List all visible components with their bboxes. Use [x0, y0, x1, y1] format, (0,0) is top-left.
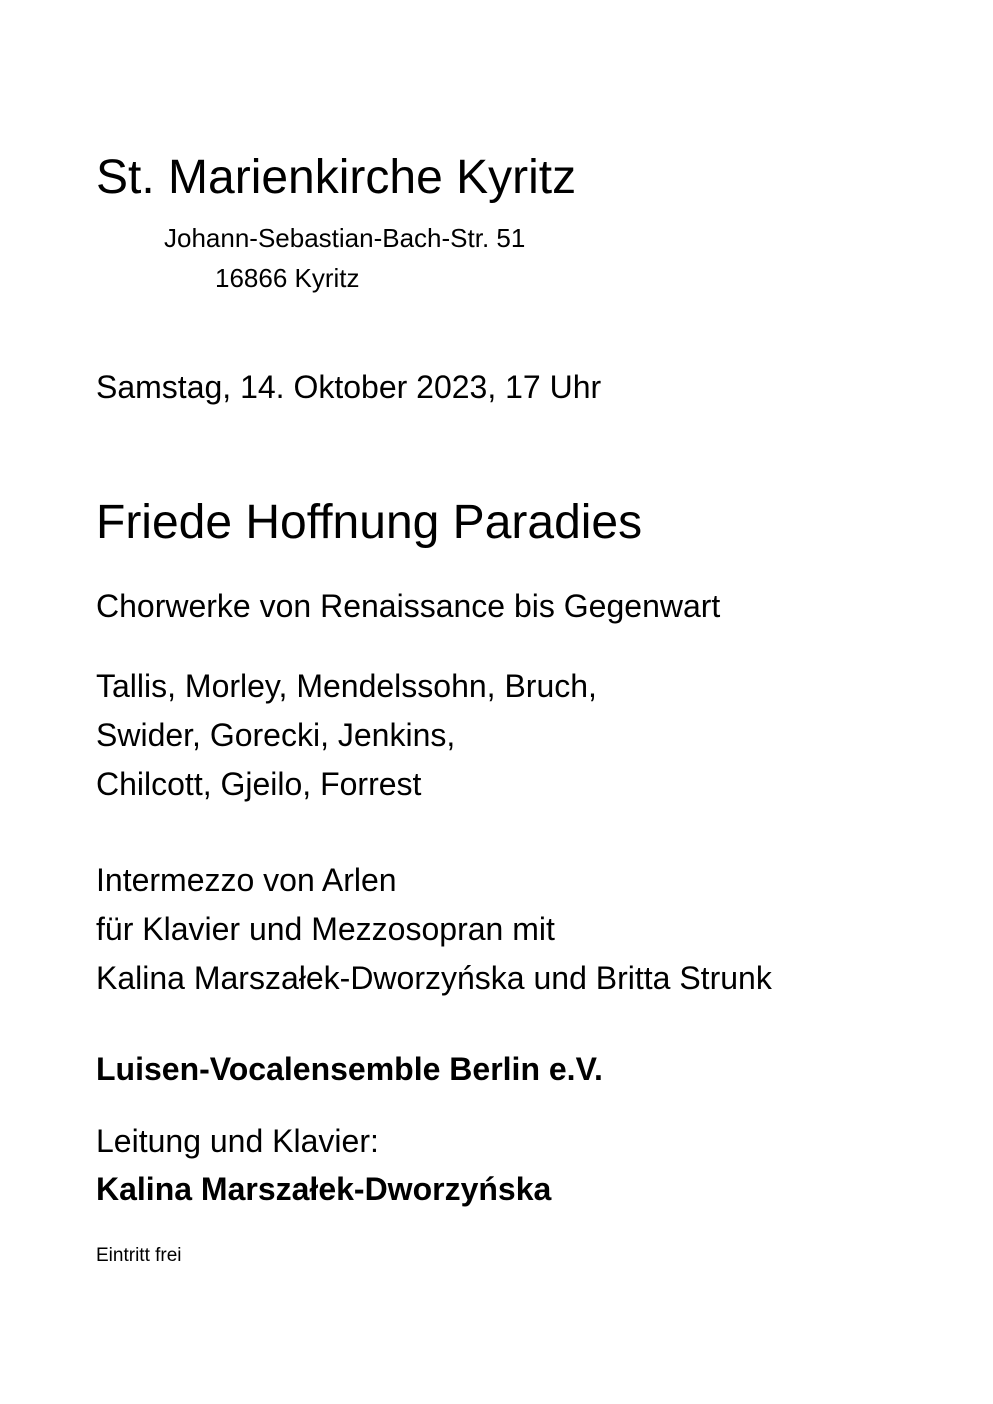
composer-list — [96, 662, 597, 809]
composer-line: Swider, Gorecki, Jenkins, — [96, 717, 456, 753]
ensemble-name: Luisen-Vocalensemble Berlin e.V. — [96, 1051, 603, 1087]
concert-title: Friede Hoffnung Paradies — [96, 496, 643, 549]
composer-line: Tallis, Morley, Mendelssohn, Bruch, — [96, 668, 597, 704]
venue-city: 16866 Kyritz — [215, 263, 360, 293]
intermezzo-line: Kalina Marszałek-Dworzyńska und Britta Strunk — [96, 960, 772, 996]
concert-subtitle: Chorwerke von Renaissance bis Gegenwart — [96, 588, 721, 624]
composer-line: Chilcott, Gjeilo, Forrest — [96, 766, 422, 802]
intermezzo-line: für Klavier und Mezzosopran mit — [96, 911, 555, 947]
admission-note: Eintritt frei — [96, 1245, 182, 1266]
leitung-name: Kalina Marszałek-Dworzyńska — [96, 1171, 552, 1207]
leitung-label: Leitung und Klavier: — [96, 1123, 379, 1159]
event-date: Samstag, 14. Oktober 2023, 17 Uhr — [96, 369, 602, 405]
venue-street: Johann-Sebastian-Bach-Str. 51 — [164, 223, 526, 253]
venue-name: St. Marienkirche Kyritz — [96, 151, 577, 204]
intermezzo-line: Intermezzo von Arlen — [96, 862, 397, 898]
intermezzo-block — [96, 856, 772, 1003]
